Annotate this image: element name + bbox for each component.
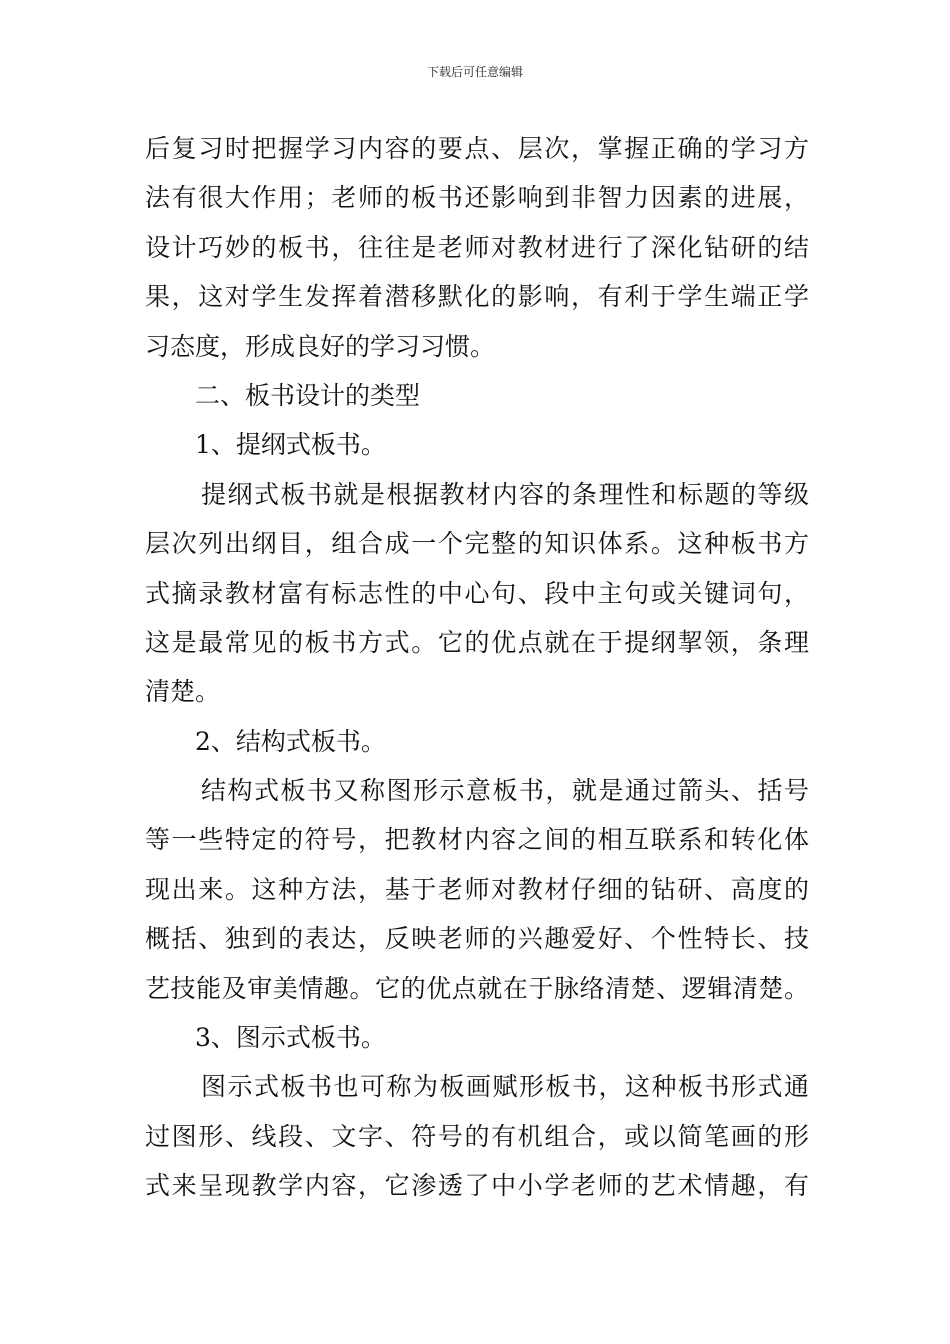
section-heading: 二、板书设计的类型 bbox=[195, 380, 421, 410]
body-line: 清楚。 bbox=[145, 677, 221, 707]
body-line: 结构式板书又称图形示意板书，就是通过箭头、括号 bbox=[201, 776, 809, 806]
subsection-heading: 3、图示式板书。 bbox=[195, 1023, 386, 1053]
body-line: 过图形、线段、文字、符号的有机组合，或以简笔画的形 bbox=[145, 1121, 809, 1151]
body-line: 设计巧妙的板书，往往是老师对教材进行了深化钻研的结 bbox=[145, 232, 809, 262]
body-line: 法有很大作用；老师的板书还影响到非智力因素的进展， bbox=[145, 183, 809, 213]
body-line: 提纲式板书就是根据教材内容的条理性和标题的等级 bbox=[201, 479, 809, 509]
body-line: 概括、独到的表达，反映老师的兴趣爱好、个性特长、技 bbox=[145, 924, 809, 954]
body-line: 式摘录教材富有标志性的中心句、段中主句或关键词句， bbox=[145, 578, 809, 608]
body-line: 后复习时把握学习内容的要点、层次，掌握正确的学习方 bbox=[145, 134, 809, 163]
body-line: 艺技能及审美情趣。它的优点就在于脉络清楚、逻辑清楚。 bbox=[145, 973, 809, 1003]
subsection-heading: 2、结构式板书。 bbox=[195, 726, 386, 756]
body-line: 等一些特定的符号，把教材内容之间的相互联系和转化体 bbox=[145, 825, 809, 855]
subsection-heading: 1、提纲式板书。 bbox=[195, 430, 386, 460]
body-line: 现出来。这种方法，基于老师对教材仔细的钻研、高度的 bbox=[145, 874, 809, 904]
body-line: 式来呈现教学内容，它渗透了中小学老师的艺术情趣，有 bbox=[145, 1171, 809, 1201]
document-body bbox=[145, 124, 809, 1211]
body-line: 习态度，形成良好的学习习惯。 bbox=[145, 331, 496, 361]
body-line: 果，这对学生发挥着潜移默化的影响，有利于学生端正学 bbox=[145, 282, 809, 312]
body-line: 层次列出纲目，组合成一个完整的知识体系。这种板书方 bbox=[145, 529, 809, 559]
body-line: 这是最常见的板书方式。它的优点就在于提纲挈领，条理 bbox=[145, 627, 809, 657]
body-line: 图示式板书也可称为板画赋形板书，这种板书形式通 bbox=[201, 1072, 809, 1102]
page-header-note: 下载后可任意编辑 bbox=[426, 65, 523, 79]
